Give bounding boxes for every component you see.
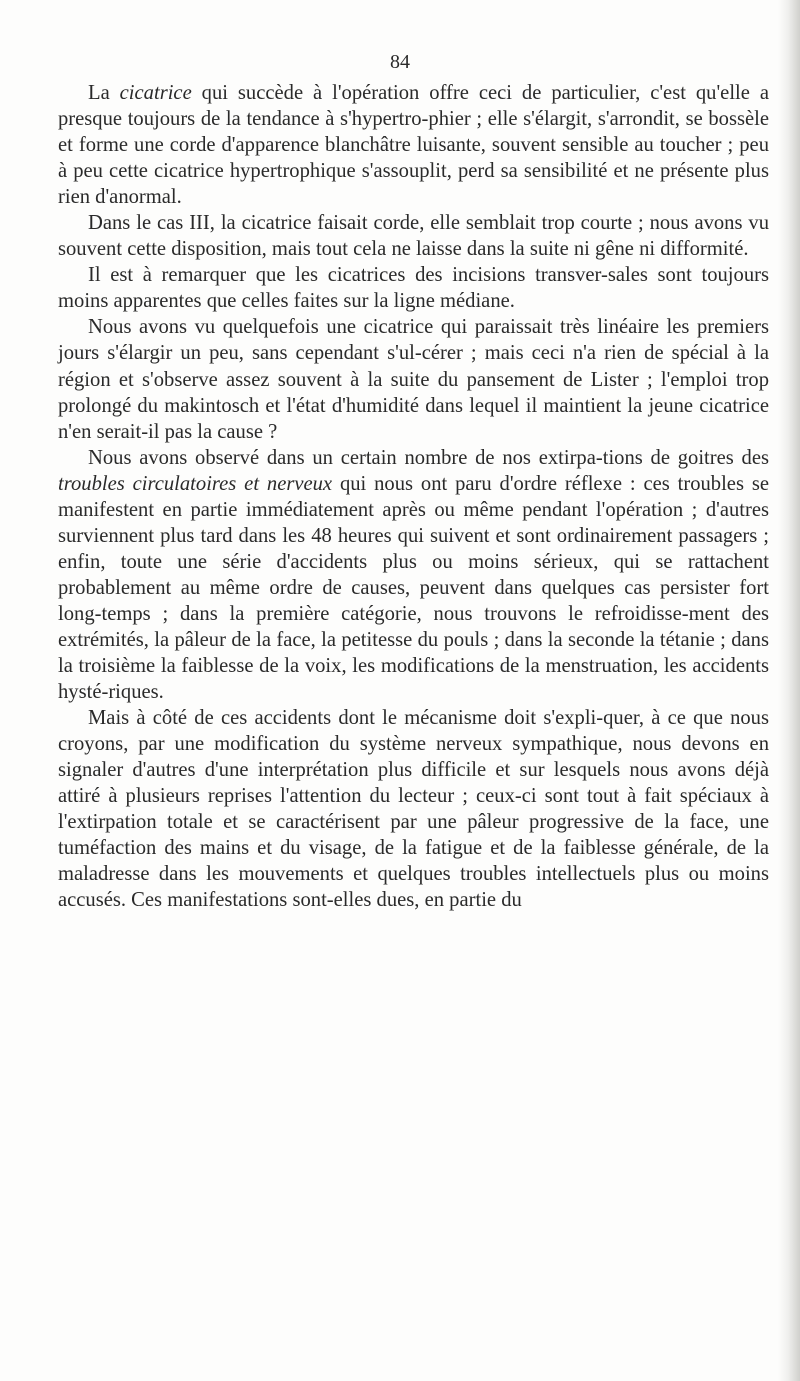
body-text <box>58 80 769 914</box>
text-run: Il est à remarquer que les cicatrices des incisions transver-sales sont toujours moins apparentes que celles faites sur la ligne médiane. <box>58 264 769 313</box>
text-run: qui succède à l'opération offre ceci de particulier, c'est qu'elle a presque toujours de la tendance à s'hypertro-phier ; elle s'élargit, s'arrondit, se bossèle et forme une corde d'apparence blanchâtre luisante, souvent sensible au toucher ; peu à peu cette cicatrice hypertrophique s'assouplit, perd sa sensibilité et ne présente plus rien d'anormal. <box>58 82 769 209</box>
text-run: qui nous ont paru d'ordre réflexe : ces troubles se manifestent en partie immédiatement après ou même pendant l'opération ; d'autres surviennent plus tard dans les 48 heures qui suivent et sont ordinairement passagers ; enfin, toute une série d'accidents plus ou moins sérieux, qui se rattachent probablement au même ordre de causes, peuvent dans quelques cas persister fort long-temps ; dans la première catégorie, nous trouvons le refroidisse-ment des extrémités, la pâleur de la face, la petitesse du pouls ; dans la seconde la tétanie ; dans la troisième la faiblesse de la voix, les modifications de la menstruation, les accidents hysté-riques. <box>58 472 769 704</box>
paragraph <box>58 80 769 210</box>
text-run: Mais à côté de ces accidents dont le mécanisme doit s'expli-quer, à ce que nous croyons, par une modification du système nerveux sympathique, nous devons en signaler d'autres d'une interprétation plus difficile et sur lesquels nous avons déjà attiré à plusieurs reprises l'attention du lecteur ; ceux-ci sont tout à fait spéciaux à l'extirpation totale et se caractérisent par une pâleur progressive de la face, une tuméfaction des mains et du visage, de la fatigue et de la faiblesse générale, de la maladresse dans les mouvements et quelques troubles intellectuels plus ou moins accusés. Ces manifestations sont-elles dues, en partie du <box>58 707 769 912</box>
text-run: La <box>88 82 120 104</box>
paragraph <box>58 262 769 314</box>
text-run: Nous avons vu quelquefois une cicatrice qui paraissait très linéaire les premiers jours s'élargir un peu, sans cependant s'ul-cérer ; mais ceci n'a rien de spécial à la région et s'observe assez souvent à la suite du pansement de Lister ; l'emploi trop prolongé du makintosch et l'état d'humidité dans lequel il maintient la jeune cicatrice n'en serait-il pas la cause ? <box>58 316 769 443</box>
page-number: 84 <box>390 51 410 73</box>
paragraph <box>58 705 769 913</box>
paragraph <box>58 445 769 705</box>
paragraph <box>58 314 769 444</box>
text-run: Dans le cas III, la cicatrice faisait corde, elle semblait trop courte ; nous avons vu souvent cette disposition, mais tout cela ne laisse dans la suite ni gêne ni difformité. <box>58 212 769 261</box>
italic-text: cicatrice <box>119 82 192 104</box>
page-edge-shadow <box>778 0 800 1381</box>
text-run: Nous avons observé dans un certain nombre de nos extirpa-tions de goitres des <box>88 446 769 469</box>
italic-text: troubles circulatoires et nerveux <box>58 472 333 495</box>
paragraph <box>58 210 769 262</box>
